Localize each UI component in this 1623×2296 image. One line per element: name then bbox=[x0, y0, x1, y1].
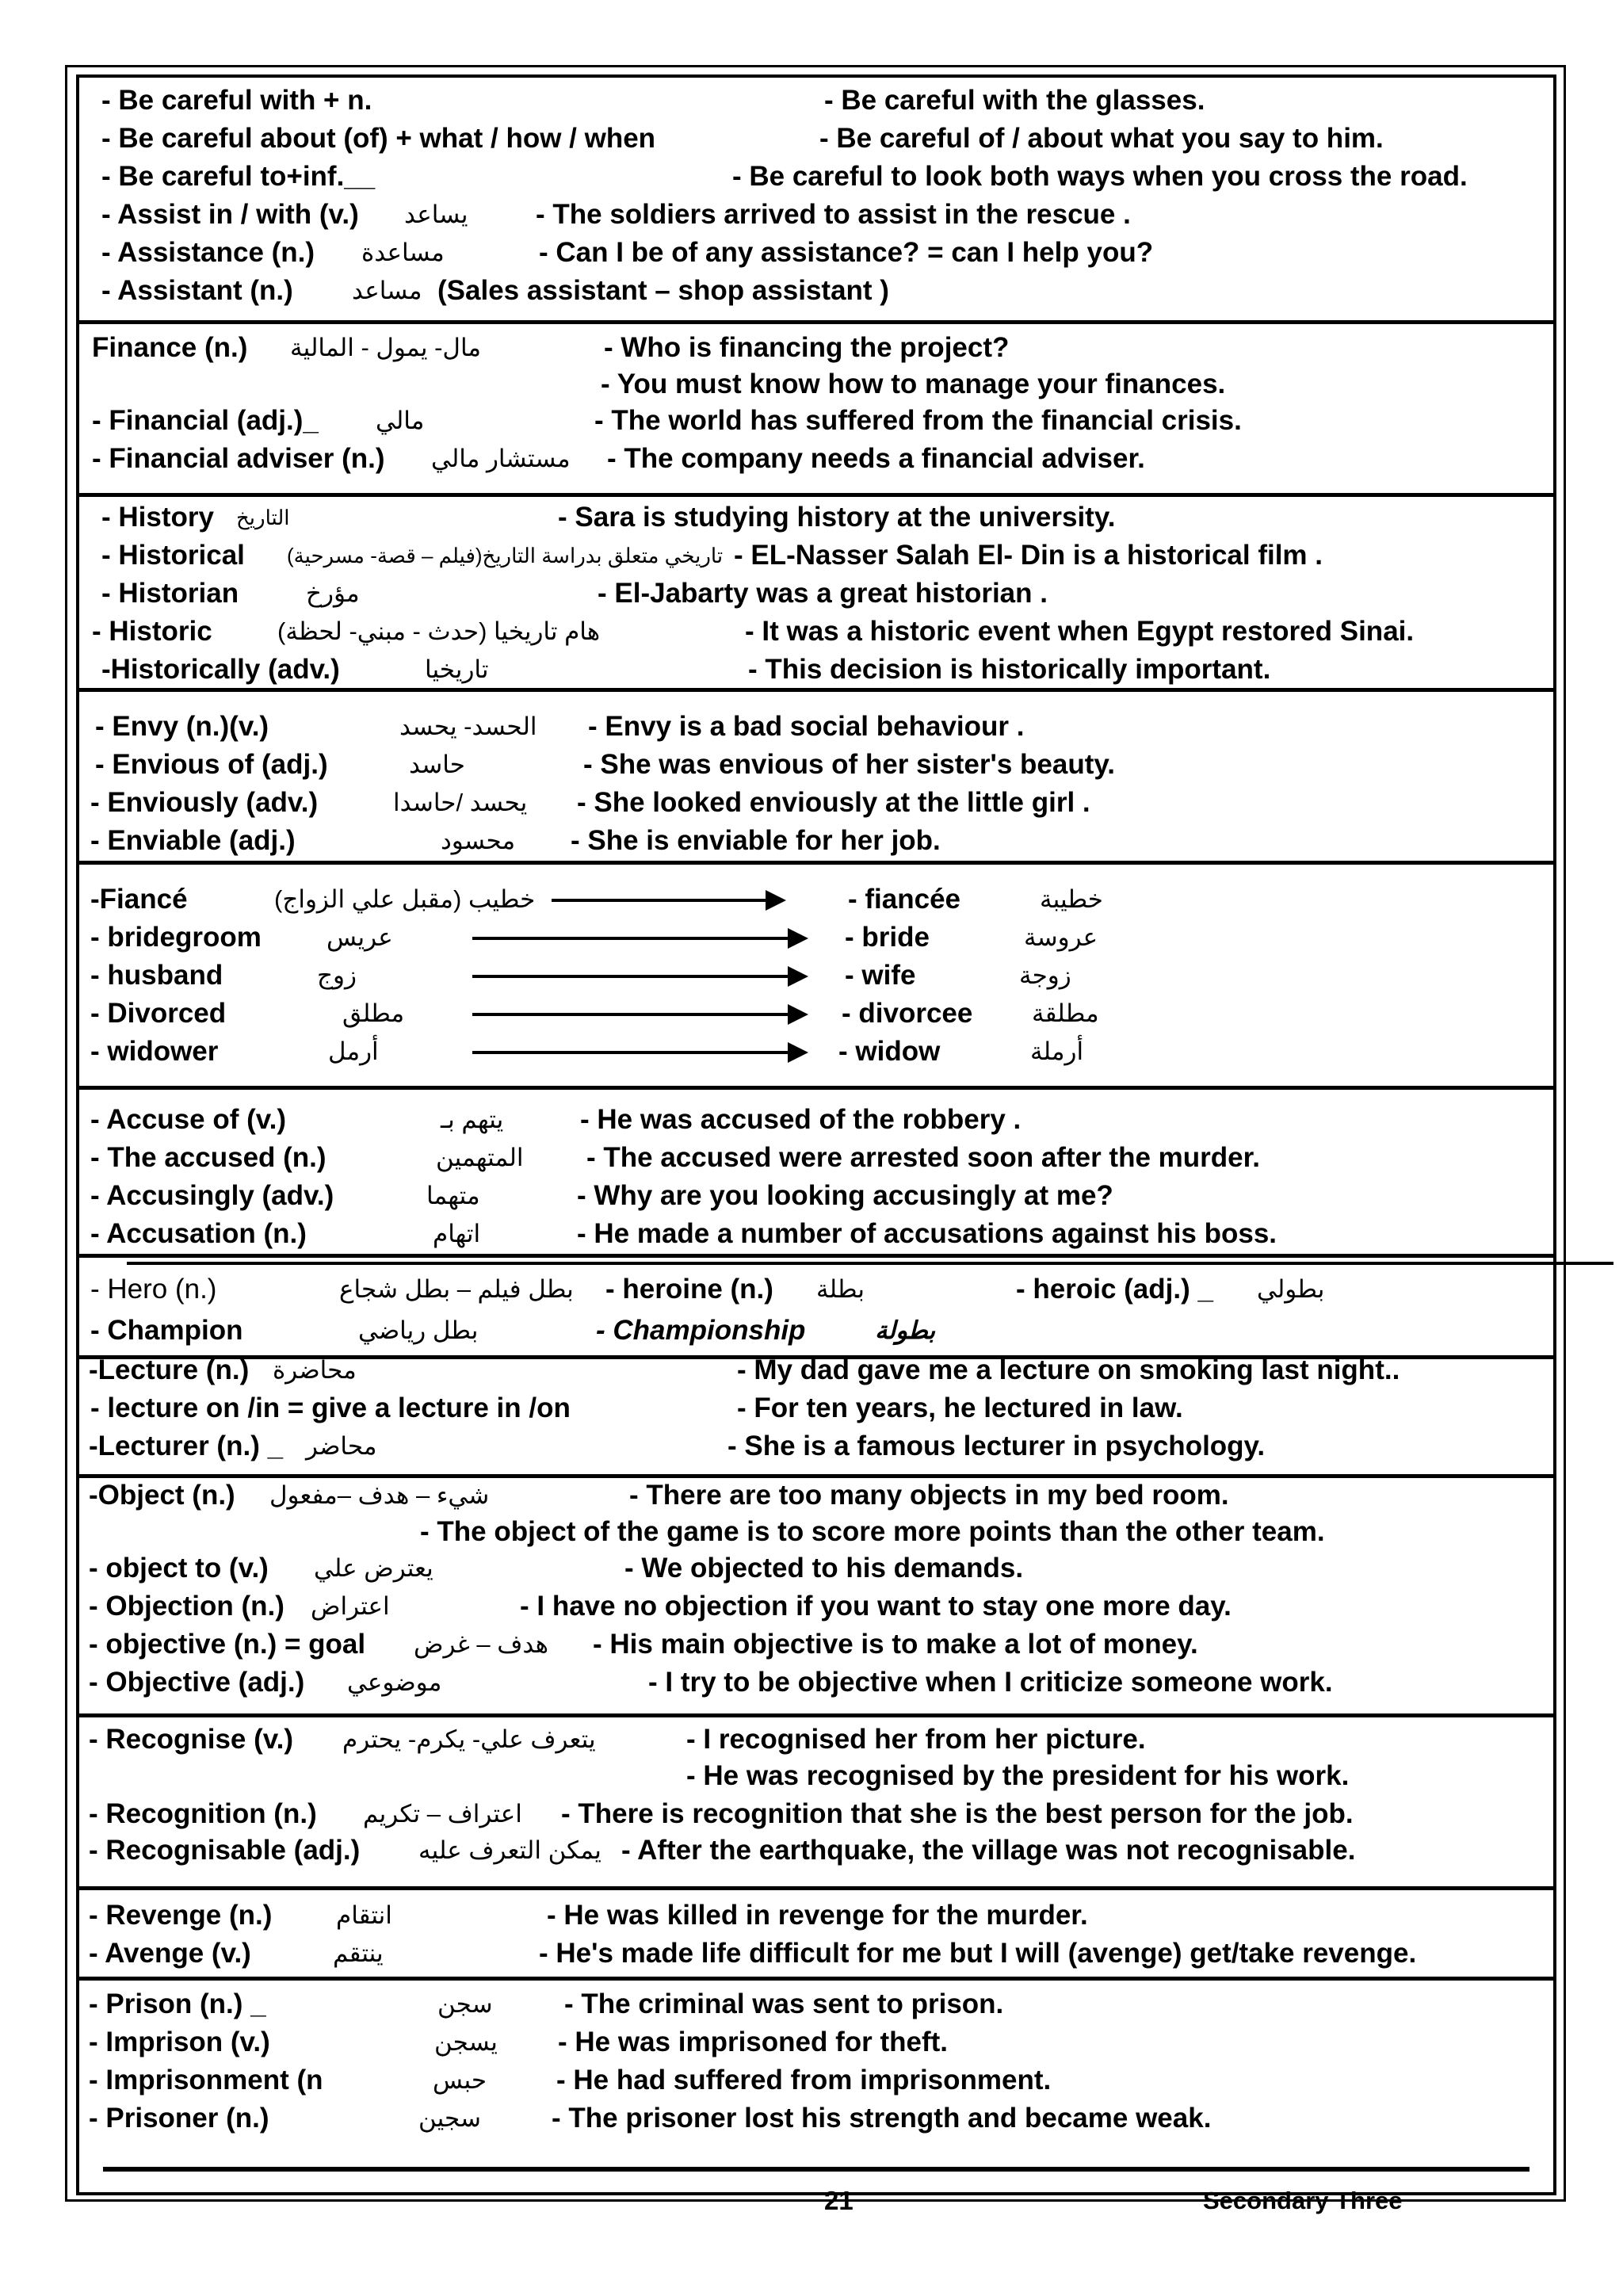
example-sentence: - There are too many objects in my bed room. bbox=[629, 1480, 1229, 1511]
arabic-translation: ينتقم bbox=[333, 1939, 384, 1967]
example-sentence: - She was envious of her sister's beauty. bbox=[583, 749, 1115, 780]
section-divider bbox=[79, 861, 1553, 865]
vocab-term: - Accusingly (adv.) bbox=[90, 1180, 334, 1211]
arrow-right-icon bbox=[472, 1013, 805, 1016]
example-sentence: - After the earthquake, the village was not recognisable. bbox=[621, 1835, 1356, 1866]
example-sentence: - wife bbox=[845, 960, 916, 991]
example-sentence: - divorcee bbox=[842, 998, 973, 1029]
vocab-term: - object to (v.) bbox=[89, 1553, 269, 1584]
arabic-translation: يعترض علي bbox=[314, 1554, 433, 1582]
footer-rule bbox=[103, 2167, 1529, 2172]
example-sentence: - He had suffered from imprisonment. bbox=[556, 2065, 1052, 2095]
example-sentence: - She is enviable for her job. bbox=[571, 825, 941, 856]
section-divider bbox=[79, 1977, 1553, 1981]
section-divider bbox=[79, 688, 1553, 692]
arabic-translation: بطل فيلم – بطل شجاع bbox=[339, 1275, 574, 1303]
arabic-translation: يحسد /حاسدا bbox=[393, 789, 528, 816]
example-sentence: - He made a number of accusations against his boss. bbox=[577, 1218, 1277, 1249]
arabic-translation: موضوعي bbox=[347, 1668, 442, 1696]
arabic-translation: زوجة bbox=[1019, 961, 1071, 989]
example-sentence: - The world has suffered from the financial crisis. bbox=[594, 405, 1242, 436]
vocab-term: - Recognisable (adj.) bbox=[89, 1835, 361, 1866]
example-sentence: - Be careful of / about what you say to him. bbox=[819, 123, 1384, 154]
arabic-translation: التاريخ bbox=[236, 506, 290, 529]
example-sentence: - For ten years, he lectured in law. bbox=[737, 1392, 1183, 1423]
example-sentence: - My dad gave me a lecture on smoking last night.. bbox=[737, 1354, 1400, 1385]
arabic-translation: مساعدة bbox=[361, 239, 445, 266]
arabic-translation: تاريخي متعلق بدراسة التاريخ(فيلم – قصة- مسرحية) bbox=[287, 544, 724, 567]
vocab-term: - Financial adviser (n.) bbox=[92, 443, 385, 474]
vocab-term: Finance (n.) bbox=[92, 332, 248, 363]
vocab-term: - Be careful with + n. bbox=[101, 85, 372, 116]
example-sentence: (Sales assistant – shop assistant ) bbox=[437, 275, 889, 306]
example-sentence: - He was killed in revenge for the murder. bbox=[547, 1900, 1088, 1931]
arabic-translation: يمكن التعرف عليه bbox=[418, 1836, 601, 1864]
vocab-term: - Hero (n.) bbox=[90, 1274, 217, 1305]
vocab-term: - Historical bbox=[101, 540, 245, 571]
section-divider bbox=[79, 1886, 1553, 1890]
example-sentence: - Can I be of any assistance? = can I help you? bbox=[539, 237, 1154, 268]
example-sentence: - She looked enviously at the little girl . bbox=[577, 787, 1090, 818]
arabic-translation: اتهام bbox=[433, 1220, 481, 1247]
vocab-term: - Assist in / with (v.) bbox=[101, 199, 359, 230]
arrow-right-icon bbox=[472, 1051, 805, 1054]
example-sentence: - Be careful to look both ways when you cross the road. bbox=[732, 161, 1468, 192]
vocab-term: - Prison (n.) _ bbox=[89, 1988, 266, 2019]
section-divider bbox=[79, 493, 1553, 497]
example-sentence: - Who is financing the project? bbox=[604, 332, 1010, 363]
vocab-term: - The object of the game is to score more points than the other team. bbox=[420, 1516, 1325, 1547]
vocab-term: -Lecture (n.) bbox=[89, 1354, 250, 1385]
arabic-translation: الحسد- يحسد bbox=[399, 712, 537, 740]
vocab-term: - Financial (adj.)_ bbox=[92, 405, 319, 436]
vocab-term: - Assistance (n.) bbox=[101, 237, 315, 268]
arabic-translation: هدف – غرض bbox=[414, 1630, 549, 1658]
vocab-term: - Champion bbox=[90, 1315, 243, 1346]
example-sentence: - He was imprisoned for theft. bbox=[558, 2027, 948, 2057]
footer-label: Secondary Three bbox=[1203, 2187, 1403, 2214]
vocab-term: - husband bbox=[90, 960, 223, 991]
example-sentence: - Envy is a bad social behaviour . bbox=[588, 711, 1025, 742]
vocab-term: - He was recognised by the president for his work. bbox=[686, 1760, 1350, 1791]
example-sentence: - There is recognition that she is the best person for the job. bbox=[561, 1798, 1354, 1829]
example-sentence: - El-Jabarty was a great historian . bbox=[598, 578, 1048, 609]
arabic-translation: اعتراف – تكريم bbox=[363, 1800, 522, 1828]
vocab-term: - Historic bbox=[92, 616, 212, 647]
page-number: 21 bbox=[824, 2186, 854, 2215]
arabic-translation: عروسة bbox=[1024, 923, 1098, 951]
arabic-translation: شيء – هدف –مفعول bbox=[269, 1481, 490, 1509]
example-sentence: - I try to be objective when I criticize someone work. bbox=[648, 1667, 1333, 1698]
vocab-term: - Imprison (v.) bbox=[89, 2027, 270, 2057]
vocab-term: - Be careful to+inf.__ bbox=[101, 161, 376, 192]
vocab-term: - Historian bbox=[101, 578, 239, 609]
arabic-translation: يسجن bbox=[434, 2028, 498, 2056]
arabic-translation: يساعد bbox=[404, 201, 468, 228]
arabic-translation: المتهمين bbox=[436, 1144, 524, 1171]
arabic-translation: تاريخيا bbox=[425, 655, 489, 683]
example-sentence: - The prisoner lost his strength and became weak. bbox=[552, 2103, 1212, 2134]
arabic-translation: سجين bbox=[418, 2104, 481, 2132]
example-sentence: - heroine (n.) bbox=[605, 1274, 773, 1305]
arrow-right-icon bbox=[552, 899, 783, 902]
example-sentence: - This decision is historically important. bbox=[748, 654, 1271, 685]
vocab-term: - Recognise (v.) bbox=[89, 1724, 294, 1755]
vocab-term: - Objection (n.) bbox=[89, 1591, 285, 1622]
vocab-term: - Envious of (adj.) bbox=[95, 749, 328, 780]
arabic-translation: سجن bbox=[437, 1990, 493, 2018]
vocab-term: - Avenge (v.) bbox=[89, 1938, 251, 1969]
vocab-term: -Object (n.) bbox=[89, 1480, 235, 1511]
arabic-translation: محاضر bbox=[306, 1432, 377, 1460]
vocab-term: - History bbox=[101, 502, 214, 533]
arabic-translation: بطل رياضي bbox=[358, 1316, 479, 1344]
vocab-term: - The accused (n.) bbox=[90, 1142, 327, 1173]
arabic-translation: أرملة bbox=[1030, 1037, 1084, 1065]
arabic-translation: مؤرخ bbox=[306, 579, 360, 607]
vocab-term: - widower bbox=[90, 1036, 219, 1067]
arabic-translation: حاسد bbox=[409, 751, 465, 778]
section-divider bbox=[79, 1086, 1553, 1090]
vocab-term: - Imprisonment (n bbox=[89, 2065, 323, 2095]
example-sentence: - bride bbox=[845, 922, 930, 953]
arrow-right-icon bbox=[472, 975, 805, 978]
example-sentence: - EL-Nasser Salah El- Din is a historical film . bbox=[734, 540, 1323, 571]
example-sentence: - He was accused of the robbery . bbox=[580, 1104, 1022, 1135]
arabic-translation: مستشار مالي bbox=[431, 445, 571, 472]
arabic-translation: عريس bbox=[327, 923, 393, 951]
arabic-translation: انتقام bbox=[336, 1901, 392, 1929]
arabic-translation: مطلقة bbox=[1032, 999, 1099, 1027]
example-sentence: - heroic (adj.) _ bbox=[1016, 1274, 1213, 1305]
example-sentence: - It was a historic event when Egypt restored Sinai. bbox=[745, 616, 1415, 647]
arabic-translation: محسود bbox=[441, 827, 516, 854]
vocab-term: - Objective (adj.) bbox=[89, 1667, 305, 1698]
example-sentence: - His main objective is to make a lot of money. bbox=[593, 1629, 1198, 1660]
arabic-translation: مساعد bbox=[352, 277, 422, 304]
section-divider bbox=[79, 320, 1553, 324]
example-sentence: - I recognised her from her picture. bbox=[686, 1724, 1146, 1755]
vocab-term: - Accuse of (v.) bbox=[90, 1104, 286, 1135]
arabic-translation: يتعرف علي- يكرم- يحترم bbox=[342, 1725, 596, 1753]
arabic-translation: أرمل bbox=[328, 1037, 379, 1065]
arabic-translation: زوج bbox=[317, 961, 357, 989]
vocab-term: - Enviously (adv.) bbox=[90, 787, 319, 818]
arabic-translation: مال- يمول - المالية bbox=[290, 334, 481, 361]
example-sentence: - We objected to his demands. bbox=[624, 1553, 1024, 1584]
arabic-translation: مالي bbox=[376, 407, 425, 434]
section-divider bbox=[79, 1713, 1553, 1717]
arabic-translation: متهما bbox=[426, 1182, 480, 1209]
arabic-translation: خطيبة bbox=[1040, 885, 1103, 913]
arabic-translation: بطولي bbox=[1257, 1275, 1325, 1303]
arabic-translation: حبس bbox=[433, 2066, 487, 2094]
section-divider bbox=[79, 1254, 1553, 1258]
example-sentence: - I have no objection if you want to stay one more day. bbox=[520, 1591, 1232, 1622]
example-sentence: - fiancée bbox=[848, 884, 960, 915]
example-sentence: - Sara is studying history at the university. bbox=[558, 502, 1116, 533]
vocab-term: - Divorced bbox=[90, 998, 227, 1029]
arabic-translation: هام تاريخيا (حدث - مبني- لحظة) bbox=[277, 617, 601, 645]
example-sentence: - The company needs a financial adviser. bbox=[607, 443, 1145, 474]
vocab-term: - lecture on /in = give a lecture in /on bbox=[90, 1392, 571, 1423]
example-sentence: - Why are you looking accusingly at me? bbox=[577, 1180, 1113, 1211]
example-sentence: - The accused were arrested soon after the murder. bbox=[586, 1142, 1261, 1173]
vocab-term: -Lecturer (n.) _ bbox=[89, 1431, 284, 1461]
vocab-term: - Assistant (n.) bbox=[101, 275, 293, 306]
vocab-term: - Revenge (n.) bbox=[89, 1900, 273, 1931]
example-sentence: - The criminal was sent to prison. bbox=[564, 1988, 1004, 2019]
vocab-term: - objective (n.) = goal bbox=[89, 1629, 366, 1660]
vocab-term: - Recognition (n.) bbox=[89, 1798, 317, 1829]
vocab-term: - Accusation (n.) bbox=[90, 1218, 307, 1249]
arabic-translation: بطولة bbox=[875, 1316, 936, 1344]
example-sentence: - She is a famous lecturer in psychology. bbox=[727, 1431, 1266, 1461]
arrow-right-icon bbox=[472, 937, 805, 940]
arabic-translation: يتهم بـ bbox=[441, 1106, 504, 1133]
example-sentence: - Be careful with the glasses. bbox=[824, 85, 1205, 116]
vocab-term: -Historically (adv.) bbox=[101, 654, 340, 685]
vocab-term: - Be careful about (of) + what / how / when bbox=[101, 123, 656, 154]
vocab-term: -Fiancé bbox=[90, 884, 188, 915]
arabic-translation: محاضرة bbox=[273, 1356, 357, 1384]
arabic-translation: اعتراض bbox=[311, 1592, 390, 1620]
vocab-term: - Envy (n.)(v.) bbox=[95, 711, 269, 742]
example-sentence: - Championship bbox=[596, 1315, 806, 1346]
vocab-term: - bridegroom bbox=[90, 922, 262, 953]
vocab-term: - Prisoner (n.) bbox=[89, 2103, 269, 2134]
example-sentence: - The soldiers arrived to assist in the rescue . bbox=[536, 199, 1131, 230]
vocab-term: - You must know how to manage your finances. bbox=[601, 369, 1226, 399]
arabic-translation: خطيب (مقبل علي الزواج) bbox=[274, 885, 536, 913]
overhanging-rule bbox=[127, 1262, 1613, 1265]
example-sentence: - widow bbox=[838, 1036, 941, 1067]
arabic-translation: مطلق bbox=[342, 999, 405, 1027]
vocab-term: - Enviable (adj.) bbox=[90, 825, 296, 856]
arabic-translation: بطلة bbox=[816, 1275, 865, 1303]
example-sentence: - He's made life difficult for me but I will (avenge) get/take revenge. bbox=[539, 1938, 1417, 1969]
